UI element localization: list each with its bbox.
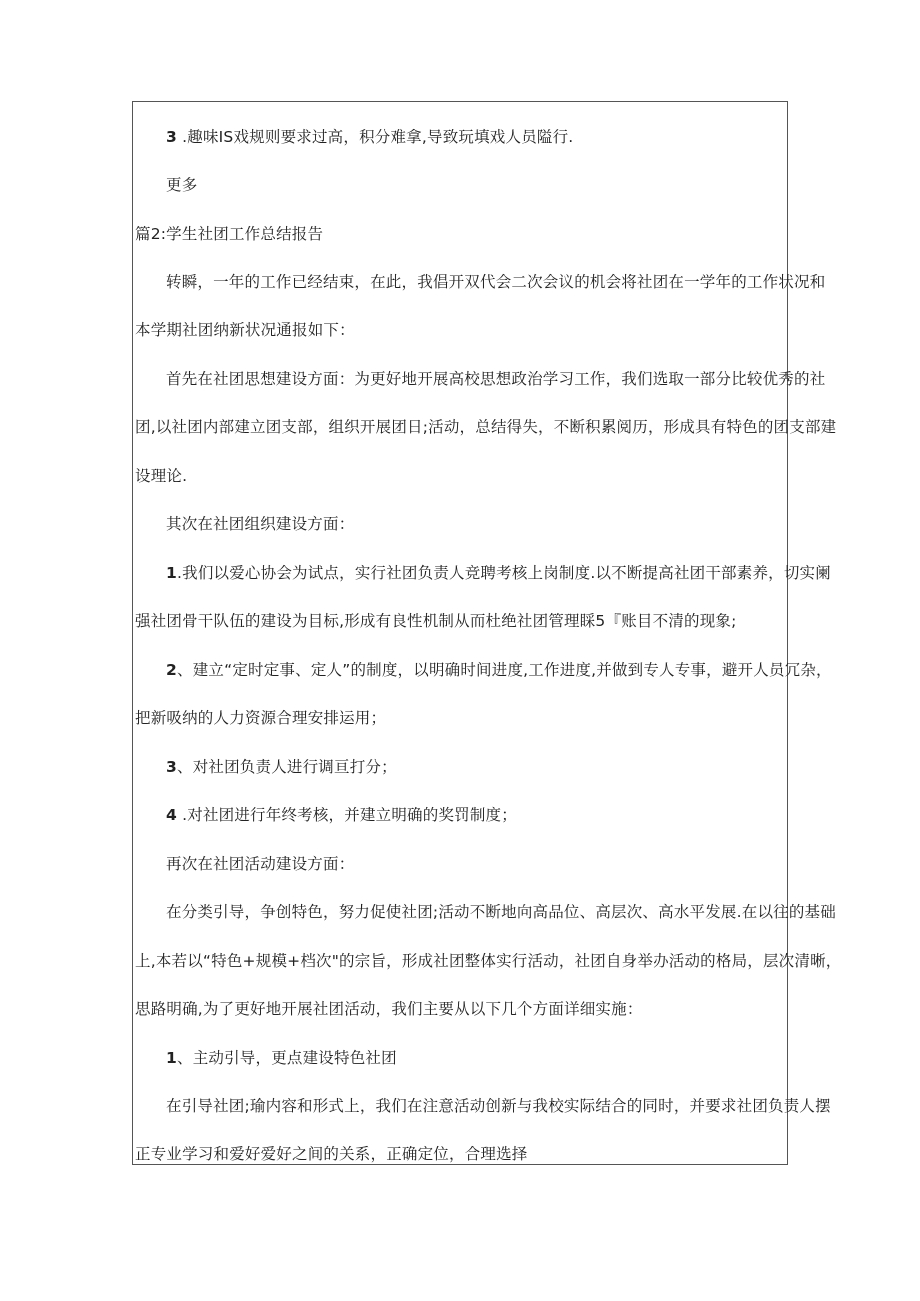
text-line: 上,本若以“特色+规模+档次"的宗旨，形成社团整体实行活动，社团自身举办活动的格局，层次清晰， xyxy=(135,952,842,970)
text-line: 思路明确,为了更好地开展社团活动，我们主要从以下几个方面详细实施： xyxy=(135,1000,643,1018)
list-number: 1 xyxy=(166,1049,177,1067)
text-line: 在分类引导，争创特色，努力促使社团;活动不断地向高品位、高层次、高水平发展.在以往的基础 xyxy=(166,903,836,921)
text-line: 本学期社团纳新状况通报如下： xyxy=(135,321,355,339)
document-frame xyxy=(132,101,842,1165)
text-line: 其次在社团组织建设方面： xyxy=(166,515,355,533)
text-line: 更多 xyxy=(166,176,198,194)
text-line: 把新吸纳的人力资源合理安排运用； xyxy=(135,709,387,727)
text-line: 3 .趣味IS戏规则要求过高，积分难拿,导致玩填戏人员隘行. xyxy=(166,128,574,146)
text-line: 团,以社团内部建立团支部，组织开展团日;活动，总结得失，不断积累阅历，形成具有特色的团支部建 xyxy=(135,418,837,436)
text-line: 再次在社团活动建设方面： xyxy=(166,855,355,873)
text-line: 3、对社团负责人进行调亘打分； xyxy=(166,758,397,776)
text-line: 首先在社团思想建设方面：为更好地开展高校思想政治学习工作，我们选取一部分比较优秀的社 xyxy=(166,370,826,388)
text-line: 4 .对社团进行年终考核，并建立明确的奖罚制度； xyxy=(166,806,517,824)
text-line: 1.我们以爱心协会为试点，实行社团负责人竞聘考核上岗制度.以不断提高社团干部素养，切实阑 xyxy=(166,564,831,582)
text-line: 设理论. xyxy=(135,467,188,485)
list-number: 2 xyxy=(166,661,177,679)
list-number: 3 xyxy=(166,758,177,776)
list-number: 3 xyxy=(166,128,177,146)
text-line: 2、建立“定时定事、定人”的制度，以明确时间进度,工作进度,并做到专人专事，避开人员冗杂， xyxy=(166,661,832,679)
list-number: 1 xyxy=(166,564,177,582)
section-heading: 篇2:学生社团工作总结报告 xyxy=(135,225,324,243)
list-number: 4 xyxy=(166,806,177,824)
text-line: 在引导社团;瑜内容和形式上，我们在注意活动创新与我校实际结合的同时，并要求社团负责人摆 xyxy=(166,1097,831,1115)
text-line: 1、主动引导，更点建设特色社团 xyxy=(166,1049,397,1067)
text-line: 正专业学习和爱好爱好之间的关系，正确定位，合理选择 xyxy=(135,1145,528,1163)
text-line: 转瞬，一年的工作已经结束，在此，我倡开双代会二次会议的机会将社团在一学年的工作状况和 xyxy=(166,273,826,291)
text-line: 强社团骨干队伍的建设为目标,形成有良性机制从而杜绝社团管理睬5『账目不清的现象; xyxy=(135,612,737,630)
